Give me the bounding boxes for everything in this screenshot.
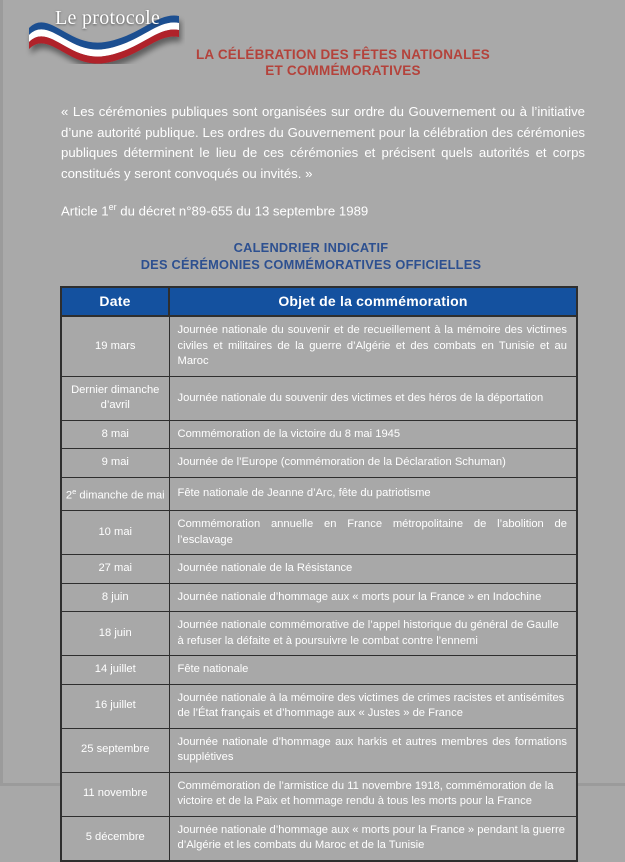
cell-date: 8 mai <box>61 420 169 449</box>
decree-reference-sup: er <box>108 202 117 212</box>
cell-date: 27 mai <box>61 555 169 584</box>
calendar-title-line-2: DES CÉRÉMONIES COMMÉMORATIVES OFFICIELLES <box>140 257 482 273</box>
column-header-object: Objet de la commémoration <box>169 287 577 316</box>
table-row <box>61 376 577 420</box>
cell-object: Commémoration de l’armistice du 11 novembre 1918, commémoration de la victoire et de la Paix et hommage rendu à tous les morts pour la France <box>169 772 577 816</box>
cell-object: Journée nationale à la mémoire des victimes de crimes racistes et antisémites de l’État français et d’hommage aux « Justes » de France <box>169 684 577 728</box>
cell-object: Fête nationale <box>169 656 577 685</box>
cell-date: 25 septembre <box>61 728 169 772</box>
cell-date-line-1: Dernier dimanche <box>71 383 160 396</box>
cell-object: Journée nationale de la Résistance <box>169 555 577 584</box>
cell-object: Journée de l’Europe (commémoration de la Déclaration Schuman) <box>169 449 577 478</box>
table-row <box>61 612 577 656</box>
cell-date <box>61 376 169 420</box>
decree-reference <box>61 198 585 220</box>
cell-date: 8 juin <box>61 583 169 612</box>
cell-object: Journée nationale du souvenir et de recueillement à la mémoire des victimes civiles et militaires de la guerre d’Algérie et des combats en Tunisie et au Maroc <box>169 316 577 376</box>
logo-brand-text: Le protocole <box>55 7 161 29</box>
cell-object: Journée nationale d’hommage aux harkis et autres membres des formations supplétives <box>169 728 577 772</box>
table-row <box>61 656 577 685</box>
decree-quote: « Les cérémonies publiques sont organisées sur ordre du Gouvernement ou à l’initiative d’une autorité publique. Les ordres du Gouvernement pour la célébration des cérémonies publiques déterminent le lieu de ces cérémonies et précisent quels autorités et corps constitués y seront convoqués ou invités. » <box>61 104 585 181</box>
calendar-table-body <box>61 316 577 860</box>
calendar-title <box>3 239 625 273</box>
page-title <box>3 47 625 79</box>
table-row <box>61 477 577 510</box>
document-header <box>3 0 625 88</box>
table-row <box>61 684 577 728</box>
cell-object: Commémoration annuelle en France métropolitaine de l’abolition de l’esclavage <box>169 511 577 555</box>
cell-object: Fête nationale de Jeanne d’Arc, fête du patriotisme <box>169 477 577 510</box>
page-title-line-2: ET COMMÉMORATIVES <box>265 63 421 78</box>
table-row <box>61 449 577 478</box>
cell-object: Journée nationale du souvenir des victimes et des héros de la déportation <box>169 376 577 420</box>
cell-date: 11 novembre <box>61 772 169 816</box>
cell-date: 16 juillet <box>61 684 169 728</box>
cell-object: Journée nationale d’hommage aux « morts pour la France » pendant la guerre d’Algérie et les combats du Maroc et de la Tunisie <box>169 816 577 861</box>
cell-date: 10 mai <box>61 511 169 555</box>
table-row <box>61 772 577 816</box>
decree-reference-suffix: du décret n°89-655 du 13 septembre 1989 <box>116 203 369 219</box>
cell-date-line-2: d’avril <box>100 399 130 412</box>
table-row <box>61 583 577 612</box>
table-row <box>61 555 577 584</box>
column-header-date: Date <box>61 287 169 316</box>
cell-date: 9 mai <box>61 449 169 478</box>
decree-reference-prefix: Article 1 <box>61 203 109 219</box>
cell-date: 18 juin <box>61 612 169 656</box>
cell-date: 19 mars <box>61 316 169 376</box>
cell-object: Commémoration de la victoire du 8 mai 1945 <box>169 420 577 449</box>
table-row <box>61 420 577 449</box>
cell-date-suffix: dimanche de mai <box>76 489 165 502</box>
calendar-table-wrapper <box>60 286 576 861</box>
table-row <box>61 816 577 861</box>
cell-date: 5 décembre <box>61 816 169 861</box>
calendar-table <box>60 286 578 861</box>
table-row <box>61 728 577 772</box>
cell-date-prefix: 2 <box>65 489 73 502</box>
cell-date: 14 juillet <box>61 656 169 685</box>
table-row <box>61 316 577 376</box>
cell-object: Journée nationale commémorative de l’appel historique du général de Gaulle à refuser la défaite et à poursuivre le combat contre l’ennemi <box>169 612 577 656</box>
cell-object: Journée nationale d’hommage aux « morts pour la France » en Indochine <box>169 583 577 612</box>
page-title-line-1: LA CÉLÉBRATION DES FÊTES NATIONALES <box>195 47 490 62</box>
table-header-row <box>61 287 577 316</box>
calendar-title-line-1: CALENDRIER INDICATIF <box>233 240 389 256</box>
cell-date <box>61 477 169 510</box>
cell-date-sup: e <box>72 486 77 496</box>
table-row <box>61 511 577 555</box>
